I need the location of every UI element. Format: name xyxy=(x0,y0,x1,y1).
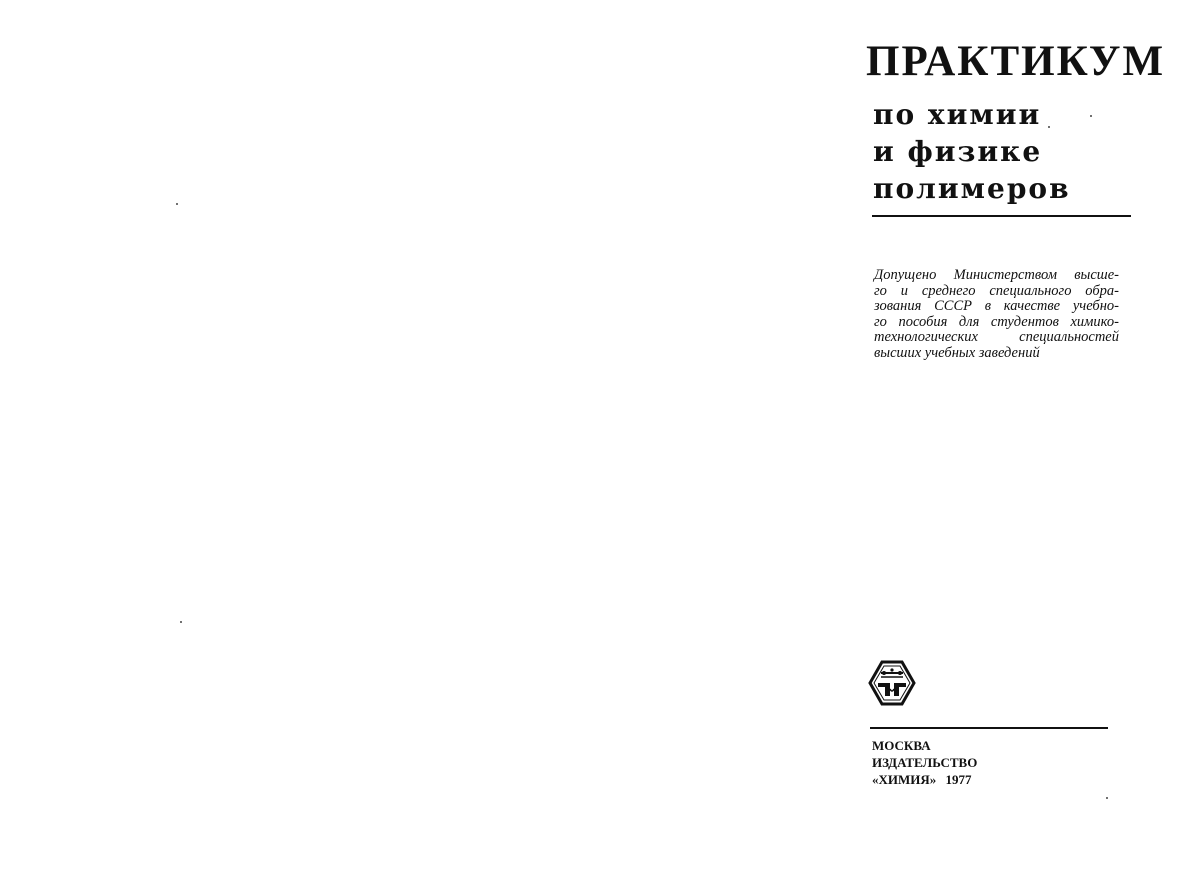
publisher-imprint xyxy=(872,737,977,788)
approval-line: го и среднего специального обра- xyxy=(874,282,1119,299)
imprint-city: МОСКВА xyxy=(872,738,931,753)
subtitle-line: полимеров xyxy=(873,172,1071,205)
scan-speck xyxy=(180,621,182,623)
scan-speck xyxy=(1106,797,1108,799)
subtitle-line: по химии xyxy=(873,98,1042,131)
scan-speck xyxy=(1090,115,1092,117)
title-divider xyxy=(872,215,1131,217)
approval-line: технологических специальностей xyxy=(874,329,1119,345)
approval-line: го пособия для студентов химико- xyxy=(874,313,1119,330)
publisher-khimiya-logo-icon xyxy=(868,660,916,706)
imprint-publisher-line xyxy=(872,771,977,788)
book-title: ПРАКТИКУМ xyxy=(866,38,1166,85)
approval-line: Допущено Министерством высше- xyxy=(874,267,1119,283)
imprint-publisher-label: ИЗДАТЕЛЬСТВО xyxy=(872,755,978,770)
approval-line: высших учебных заведений xyxy=(874,344,1040,361)
scan-speck xyxy=(176,203,178,205)
approval-statement xyxy=(874,268,1119,361)
approval-line: зования СССР в качестве учебно- xyxy=(874,298,1119,314)
imprint-year: 1977 xyxy=(945,772,972,787)
imprint-divider xyxy=(870,727,1108,729)
title-page xyxy=(600,0,1200,874)
scan-speck xyxy=(1048,126,1050,128)
imprint-publisher-name: «ХИМИЯ» xyxy=(872,772,937,787)
book-subtitle xyxy=(873,96,1071,207)
subtitle-line: и физике xyxy=(873,135,1043,168)
